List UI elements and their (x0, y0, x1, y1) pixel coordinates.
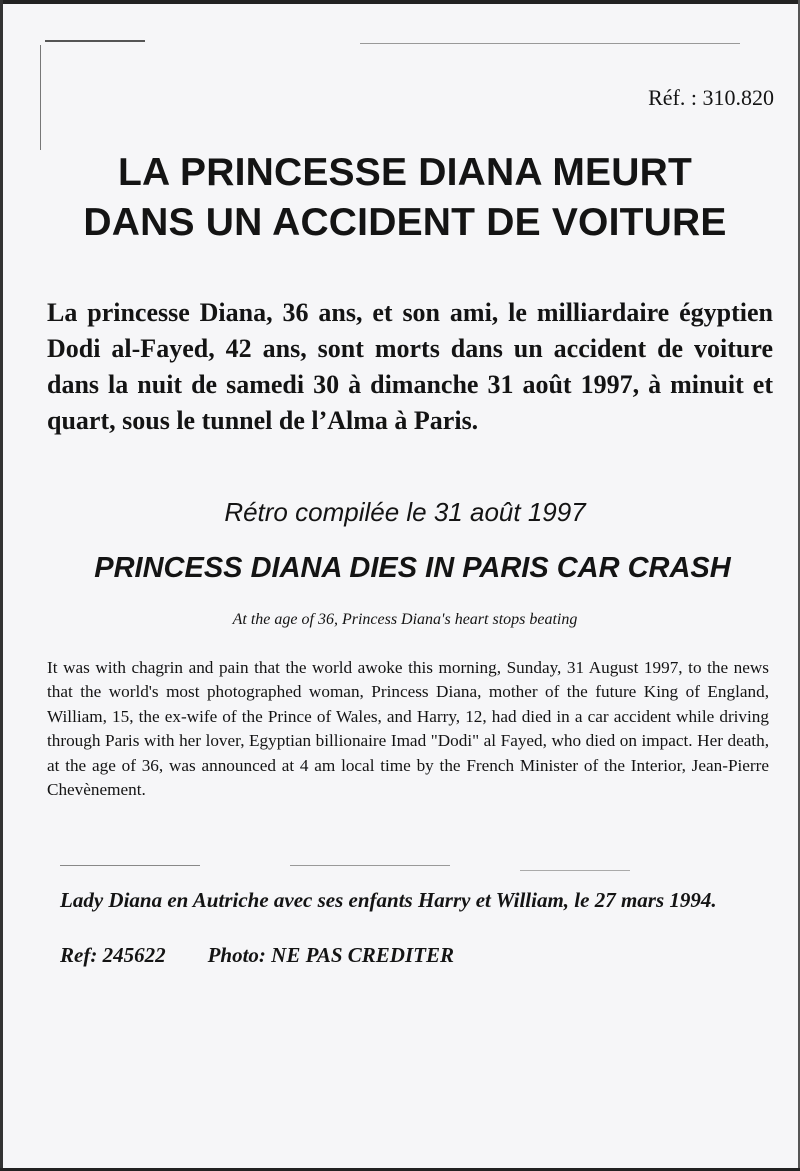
lead-paragraph: La princesse Diana, 36 ans, et son ami, le milliardaire égyptien Dodi al-Fayed, 42 ans, sont morts dans un accident de voiture dans la nuit de samedi 30 à dimanche 31 août 1997, à minuit et quart, sous le tunnel de l’Alma à Paris. (47, 298, 773, 435)
retro-compiled-date: Rétro compilée le 31 août 1997 (224, 497, 586, 527)
scan-edge-top (0, 0, 800, 4)
title-line: LA PRINCESSE DIANA MEURT (118, 151, 692, 194)
scan-mark (290, 865, 450, 866)
scan-mark (40, 45, 41, 150)
scan-mark (60, 865, 200, 866)
photo-reference-line (60, 943, 454, 968)
subheadline: At the age of 36, Princess Diana's heart stops beating (232, 611, 578, 628)
photo-ref: Ref: 245622 (60, 943, 166, 967)
title-line: DANS UN ACCIDENT DE VOITURE (83, 201, 727, 244)
scan-edge-left (0, 0, 3, 1171)
scan-mark (45, 40, 145, 42)
page-title (40, 148, 770, 248)
body-paragraph: It was with chagrin and pain that the world awoke this morning, Sunday, 31 August 1997, to the news that the world's most photographed woman, Princess Diana, mother of the future King of England, William, 15, the ex-wife of the Prince of Wales, and Harry, 12, had died in a car accident while driving through Paris with her lover, Egyptian billionaire Imad "Dodi" al Fayed, who died on impact. Her death, at the age of 36, was announced at 4 am local time by the French Minister of the Interior, Jean-Pierre Chevènement. (47, 658, 769, 800)
scan-mark (520, 870, 630, 871)
english-headline: PRINCESS DIANA DIES IN PARIS CAR CRASH (94, 552, 731, 584)
photo-caption: Lady Diana en Autriche avec ses enfants Harry et William, le 27 mars 1994. (60, 888, 717, 912)
scan-mark (360, 43, 740, 44)
photo-credit: Photo: NE PAS CREDITER (207, 943, 454, 967)
reference-number: Réf. : 310.820 (648, 85, 774, 110)
